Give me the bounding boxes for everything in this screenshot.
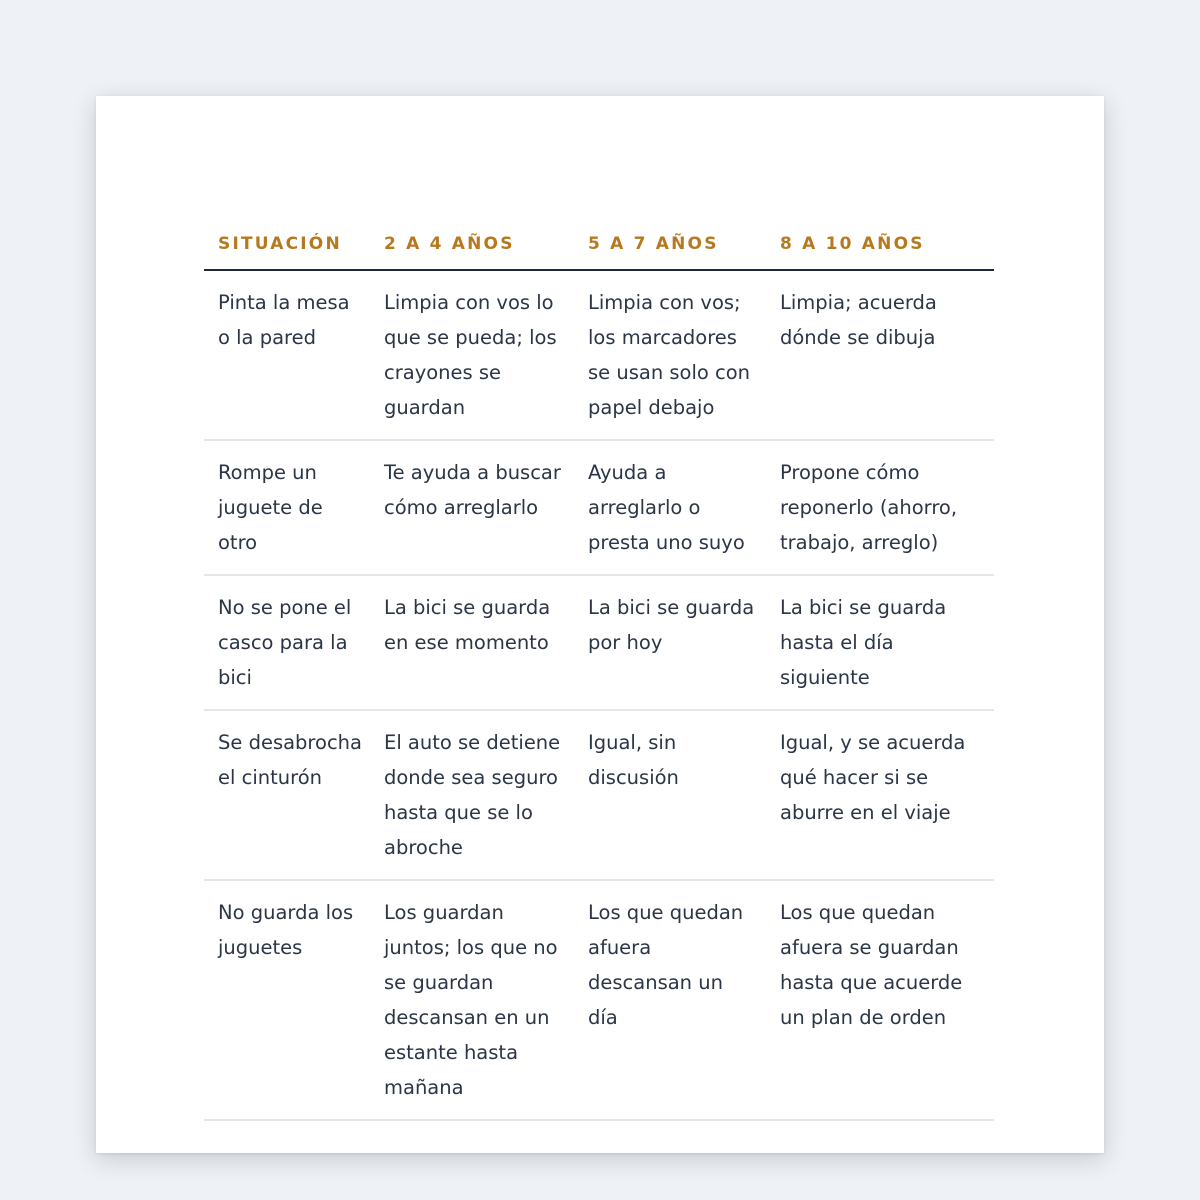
cell-age-5-7: Limpia con vos; los marcadores se usan solo con papel debajo <box>574 270 766 440</box>
cell-age-5-7: Igual, sin discusión <box>574 710 766 880</box>
table-row <box>204 575 994 710</box>
cell-age-2-4: Los guardan juntos; los que no se guardan descansan en un estante hasta mañana <box>370 880 574 1120</box>
document-page <box>96 96 1104 1153</box>
cell-age-8-10: La bici se guarda hasta el día siguiente <box>766 575 994 710</box>
cell-situation <box>204 1120 370 1149</box>
table-header <box>204 222 994 270</box>
header-8-10-anos: 8 A 10 AÑOS <box>766 222 994 270</box>
cell-age-8-10: Limpia; acuerda dónde se dibuja <box>766 270 994 440</box>
table-row <box>204 880 994 1120</box>
cell-age-2-4: El auto se detiene donde sea seguro hasta que se lo abroche <box>370 710 574 880</box>
cell-age-5-7: Los que quedan afuera descansan un día <box>574 880 766 1120</box>
table-row <box>204 440 994 575</box>
header-2-4-anos: 2 A 4 AÑOS <box>370 222 574 270</box>
cell-situation: Pinta la mesa o la pared <box>204 270 370 440</box>
table-row-cut-off <box>204 1120 994 1149</box>
cell-situation: No guarda los juguetes <box>204 880 370 1120</box>
cell-age-2-4: La bici se guarda en ese momento <box>370 575 574 710</box>
cell-age-8-10: Los que quedan afuera se guardan hasta que acuerde un plan de orden <box>766 880 994 1120</box>
header-row <box>204 222 994 270</box>
header-5-7-anos: 5 A 7 AÑOS <box>574 222 766 270</box>
cell-situation: Se desabrocha el cinturón <box>204 710 370 880</box>
cell-age-2-4: Limpia con vos lo que se pueda; los crayones se guardan <box>370 270 574 440</box>
cell-age-2-4: Te ayuda a buscar cómo arreglarlo <box>370 440 574 575</box>
cell-age-8-10 <box>766 1120 994 1149</box>
cell-age-5-7: La bici se guarda por hoy <box>574 575 766 710</box>
cell-situation: Rompe un juguete de otro <box>204 440 370 575</box>
consequences-table <box>204 222 994 1149</box>
table-row <box>204 270 994 440</box>
cell-age-5-7: Ayuda a arreglarlo o presta uno suyo <box>574 440 766 575</box>
header-situacion: SITUACIÓN <box>204 222 370 270</box>
cell-age-5-7 <box>574 1120 766 1149</box>
cell-age-8-10: Igual, y se acuerda qué hacer si se aburre en el viaje <box>766 710 994 880</box>
table-row <box>204 710 994 880</box>
cell-age-8-10: Propone cómo reponerlo (ahorro, trabajo, arreglo) <box>766 440 994 575</box>
table-body <box>204 270 994 1149</box>
cell-age-2-4 <box>370 1120 574 1149</box>
cell-situation: No se pone el casco para la bici <box>204 575 370 710</box>
